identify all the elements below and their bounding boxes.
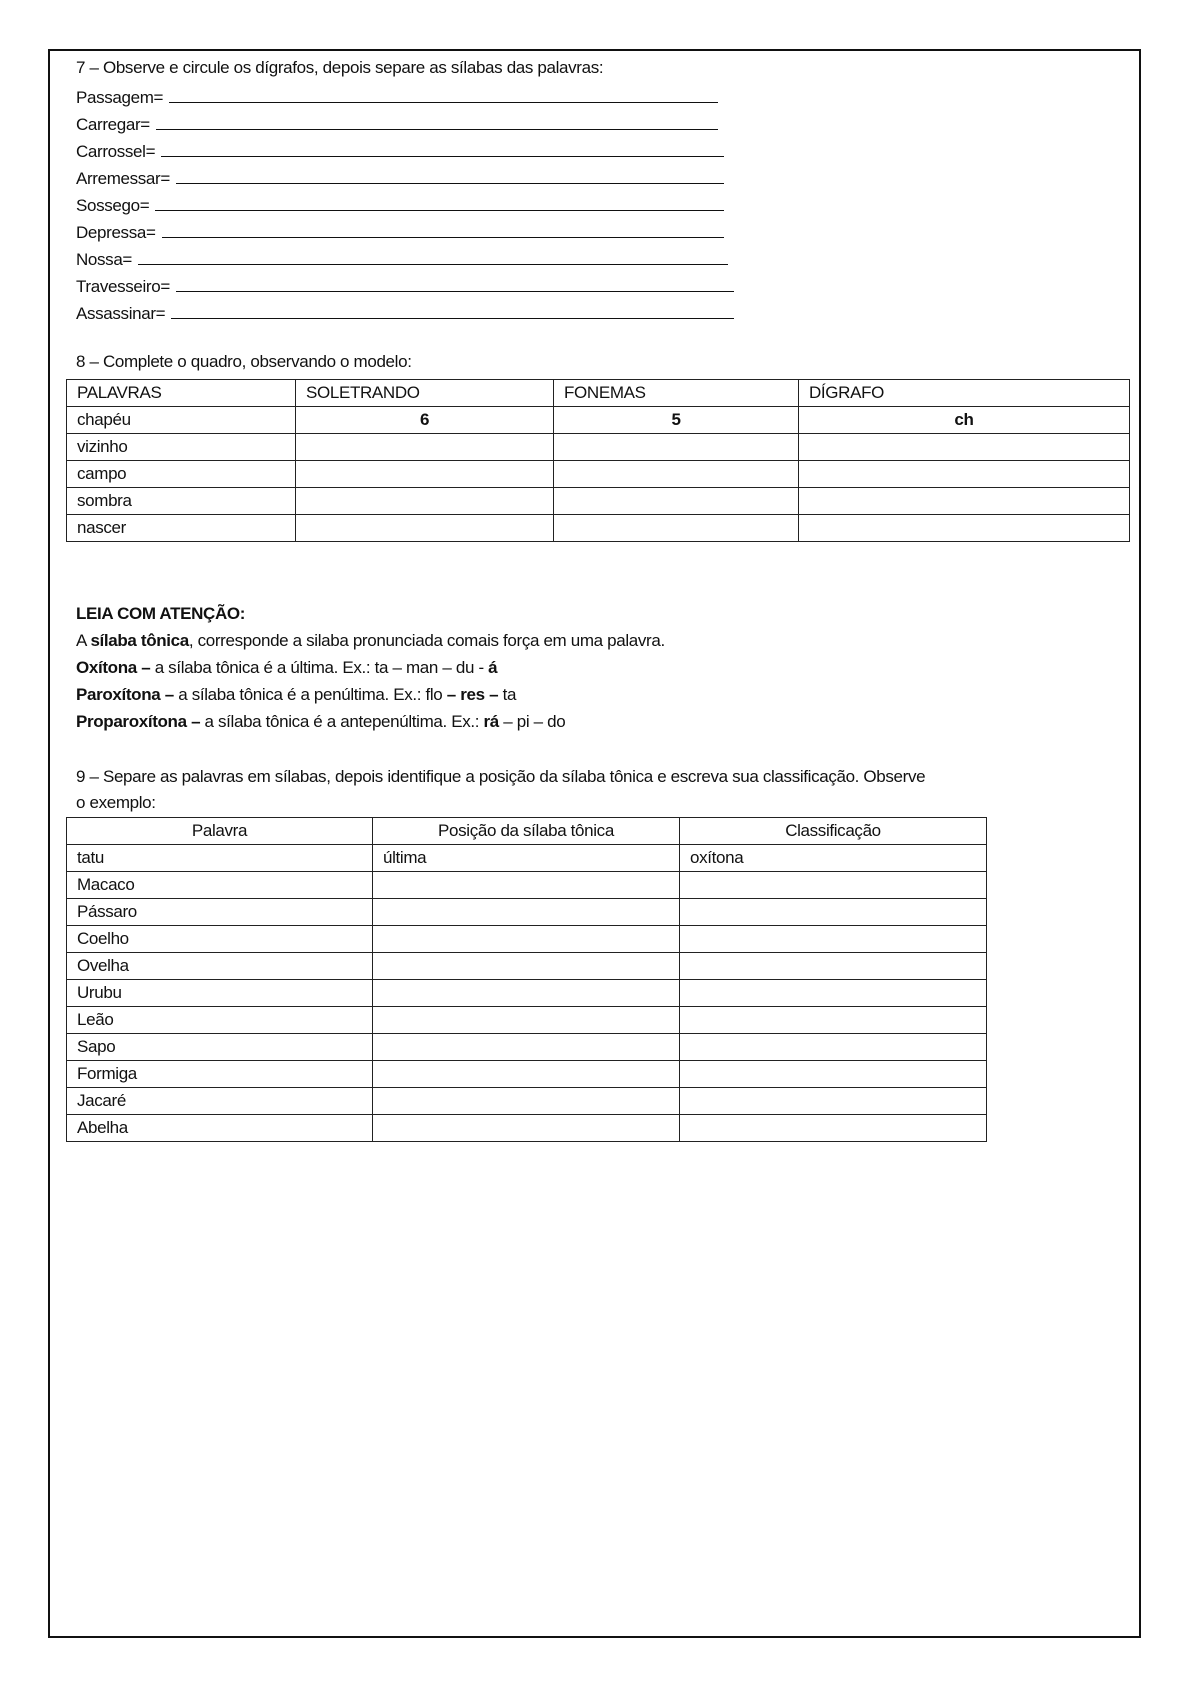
answer-cell[interactable]: [373, 872, 680, 899]
column-header: Palavra: [67, 818, 373, 845]
text: a sílaba tônica é a penúltima. Ex.: flo: [173, 685, 447, 704]
word-cell: nascer: [67, 515, 296, 542]
text-bold: – res –: [446, 685, 499, 704]
word-label: Assassinar=: [76, 304, 166, 323]
text-bold: Paroxítona –: [76, 685, 174, 704]
q9-title: 9 – Separe as palavras em sílabas, depois identifique a posição da sílaba tônica e escreva sua classificação. Observe: [76, 767, 926, 786]
table-header-row: [67, 380, 1130, 407]
syllable-answer-line[interactable]: [76, 162, 724, 189]
answer-cell[interactable]: [373, 1088, 680, 1115]
answer-cell[interactable]: [554, 461, 799, 488]
word-cell: sombra: [67, 488, 296, 515]
word-label: Passagem=: [76, 88, 164, 107]
answer-cell[interactable]: [554, 488, 799, 515]
text-bold: Proparoxítona –: [76, 712, 201, 731]
answer-cell[interactable]: [680, 1034, 987, 1061]
answer-cell[interactable]: ch: [799, 407, 1130, 434]
answer-cell[interactable]: [799, 488, 1130, 515]
column-header: FONEMAS: [554, 380, 799, 407]
answer-cell[interactable]: [680, 953, 987, 980]
word-cell: Abelha: [67, 1115, 373, 1142]
table-row: [67, 1007, 987, 1034]
word-cell: Jacaré: [67, 1088, 373, 1115]
syllable-answer-line[interactable]: [76, 216, 724, 243]
word-cell: campo: [67, 461, 296, 488]
q7-title: 7 – Observe e circule os dígrafos, depois separe as sílabas das palavras:: [76, 58, 604, 77]
answer-cell[interactable]: [373, 1115, 680, 1142]
answer-blank[interactable]: [176, 183, 724, 184]
q8-title: 8 – Complete o quadro, observando o modelo:: [76, 352, 412, 371]
table-row: [67, 926, 987, 953]
table-row: [67, 872, 987, 899]
word-cell: Ovelha: [67, 953, 373, 980]
answer-cell[interactable]: [680, 1061, 987, 1088]
read-heading: LEIA COM ATENÇÃO:: [76, 604, 246, 623]
answer-cell[interactable]: [554, 434, 799, 461]
syllable-answer-line[interactable]: [76, 135, 724, 162]
syllable-answer-line[interactable]: [76, 297, 734, 324]
text: a sílaba tônica é a última. Ex.: ta – man – du -: [150, 658, 489, 677]
table-row: [67, 980, 987, 1007]
table-row: [67, 434, 1130, 461]
table-row: [67, 515, 1130, 542]
word-cell: Coelho: [67, 926, 373, 953]
text: A: [76, 631, 91, 650]
word-cell: vizinho: [67, 434, 296, 461]
word-cell: tatu: [67, 845, 373, 872]
word-cell: Macaco: [67, 872, 373, 899]
answer-cell[interactable]: [373, 899, 680, 926]
text: – pi – do: [498, 712, 566, 731]
word-label: Depressa=: [76, 223, 156, 242]
column-header: PALAVRAS: [67, 380, 296, 407]
answer-cell[interactable]: [554, 515, 799, 542]
text-bold: sílaba tônica: [90, 631, 189, 650]
syllable-answer-line[interactable]: [76, 81, 718, 108]
answer-blank[interactable]: [169, 102, 718, 103]
answer-blank[interactable]: [156, 129, 718, 130]
text-bold: Oxítona –: [76, 658, 151, 677]
answer-cell[interactable]: [296, 488, 554, 515]
table-row: [67, 407, 1130, 434]
answer-cell[interactable]: [799, 434, 1130, 461]
text-bold: á: [488, 658, 498, 677]
syllable-answer-line[interactable]: [76, 270, 734, 297]
answer-cell[interactable]: [296, 434, 554, 461]
text: a sílaba tônica é a antepenúltima. Ex.:: [200, 712, 484, 731]
word-cell: Formiga: [67, 1061, 373, 1088]
answer-cell[interactable]: oxítona: [680, 845, 987, 872]
answer-cell[interactable]: [296, 461, 554, 488]
proparoxitona-definition: [76, 712, 565, 732]
word-label: Nossa=: [76, 250, 133, 269]
answer-blank[interactable]: [162, 237, 724, 238]
word-cell: Sapo: [67, 1034, 373, 1061]
answer-cell[interactable]: [373, 1061, 680, 1088]
answer-blank[interactable]: [171, 318, 734, 319]
answer-cell[interactable]: [799, 461, 1130, 488]
table-row: [67, 899, 987, 926]
paroxitona-definition: [76, 685, 516, 705]
table-row: [67, 953, 987, 980]
table-row: [67, 488, 1130, 515]
answer-blank[interactable]: [138, 264, 728, 265]
answer-cell[interactable]: [373, 926, 680, 953]
text: ta: [498, 685, 517, 704]
q9-table: [66, 817, 987, 1142]
word-label: Sossego=: [76, 196, 150, 215]
table-row: [67, 1034, 987, 1061]
answer-cell[interactable]: [680, 1115, 987, 1142]
syllable-answer-line[interactable]: [76, 243, 728, 270]
tonic-definition: [76, 631, 665, 651]
syllable-answer-line[interactable]: [76, 108, 718, 135]
answer-blank[interactable]: [176, 291, 734, 292]
word-cell: Pássaro: [67, 899, 373, 926]
answer-cell[interactable]: [680, 872, 987, 899]
answer-cell[interactable]: [680, 926, 987, 953]
answer-cell[interactable]: [680, 899, 987, 926]
answer-cell[interactable]: [373, 1034, 680, 1061]
answer-cell[interactable]: [680, 1007, 987, 1034]
syllable-answer-line[interactable]: [76, 189, 724, 216]
word-label: Arremessar=: [76, 169, 170, 188]
word-label: Carrossel=: [76, 142, 156, 161]
answer-cell[interactable]: 5: [554, 407, 799, 434]
text-bold: rá: [483, 712, 499, 731]
table-row: [67, 1115, 987, 1142]
answer-cell[interactable]: [799, 515, 1130, 542]
answer-cell[interactable]: [296, 515, 554, 542]
answer-blank[interactable]: [155, 210, 724, 211]
text: , corresponde a silaba pronunciada comais força em uma palavra.: [188, 631, 665, 650]
answer-blank[interactable]: [161, 156, 724, 157]
oxitona-definition: [76, 658, 497, 678]
word-label: Travesseiro=: [76, 277, 170, 296]
answer-cell[interactable]: 6: [296, 407, 554, 434]
table-row: [67, 845, 987, 872]
answer-cell[interactable]: [373, 980, 680, 1007]
answer-cell[interactable]: [680, 1088, 987, 1115]
table-row: [67, 1088, 987, 1115]
table-row: [67, 461, 1130, 488]
answer-cell[interactable]: última: [373, 845, 680, 872]
word-cell: chapéu: [67, 407, 296, 434]
column-header: DÍGRAFO: [799, 380, 1130, 407]
answer-cell[interactable]: [373, 953, 680, 980]
table-row: [67, 1061, 987, 1088]
word-cell: Leão: [67, 1007, 373, 1034]
q9-title-cont: o exemplo:: [76, 793, 156, 812]
answer-cell[interactable]: [373, 1007, 680, 1034]
answer-cell[interactable]: [680, 980, 987, 1007]
column-header: Posição da sílaba tônica: [373, 818, 680, 845]
column-header: Classificação: [680, 818, 987, 845]
column-header: SOLETRANDO: [296, 380, 554, 407]
q8-table: [66, 379, 1130, 542]
table-header-row: [67, 818, 987, 845]
word-cell: Urubu: [67, 980, 373, 1007]
word-label: Carregar=: [76, 115, 150, 134]
